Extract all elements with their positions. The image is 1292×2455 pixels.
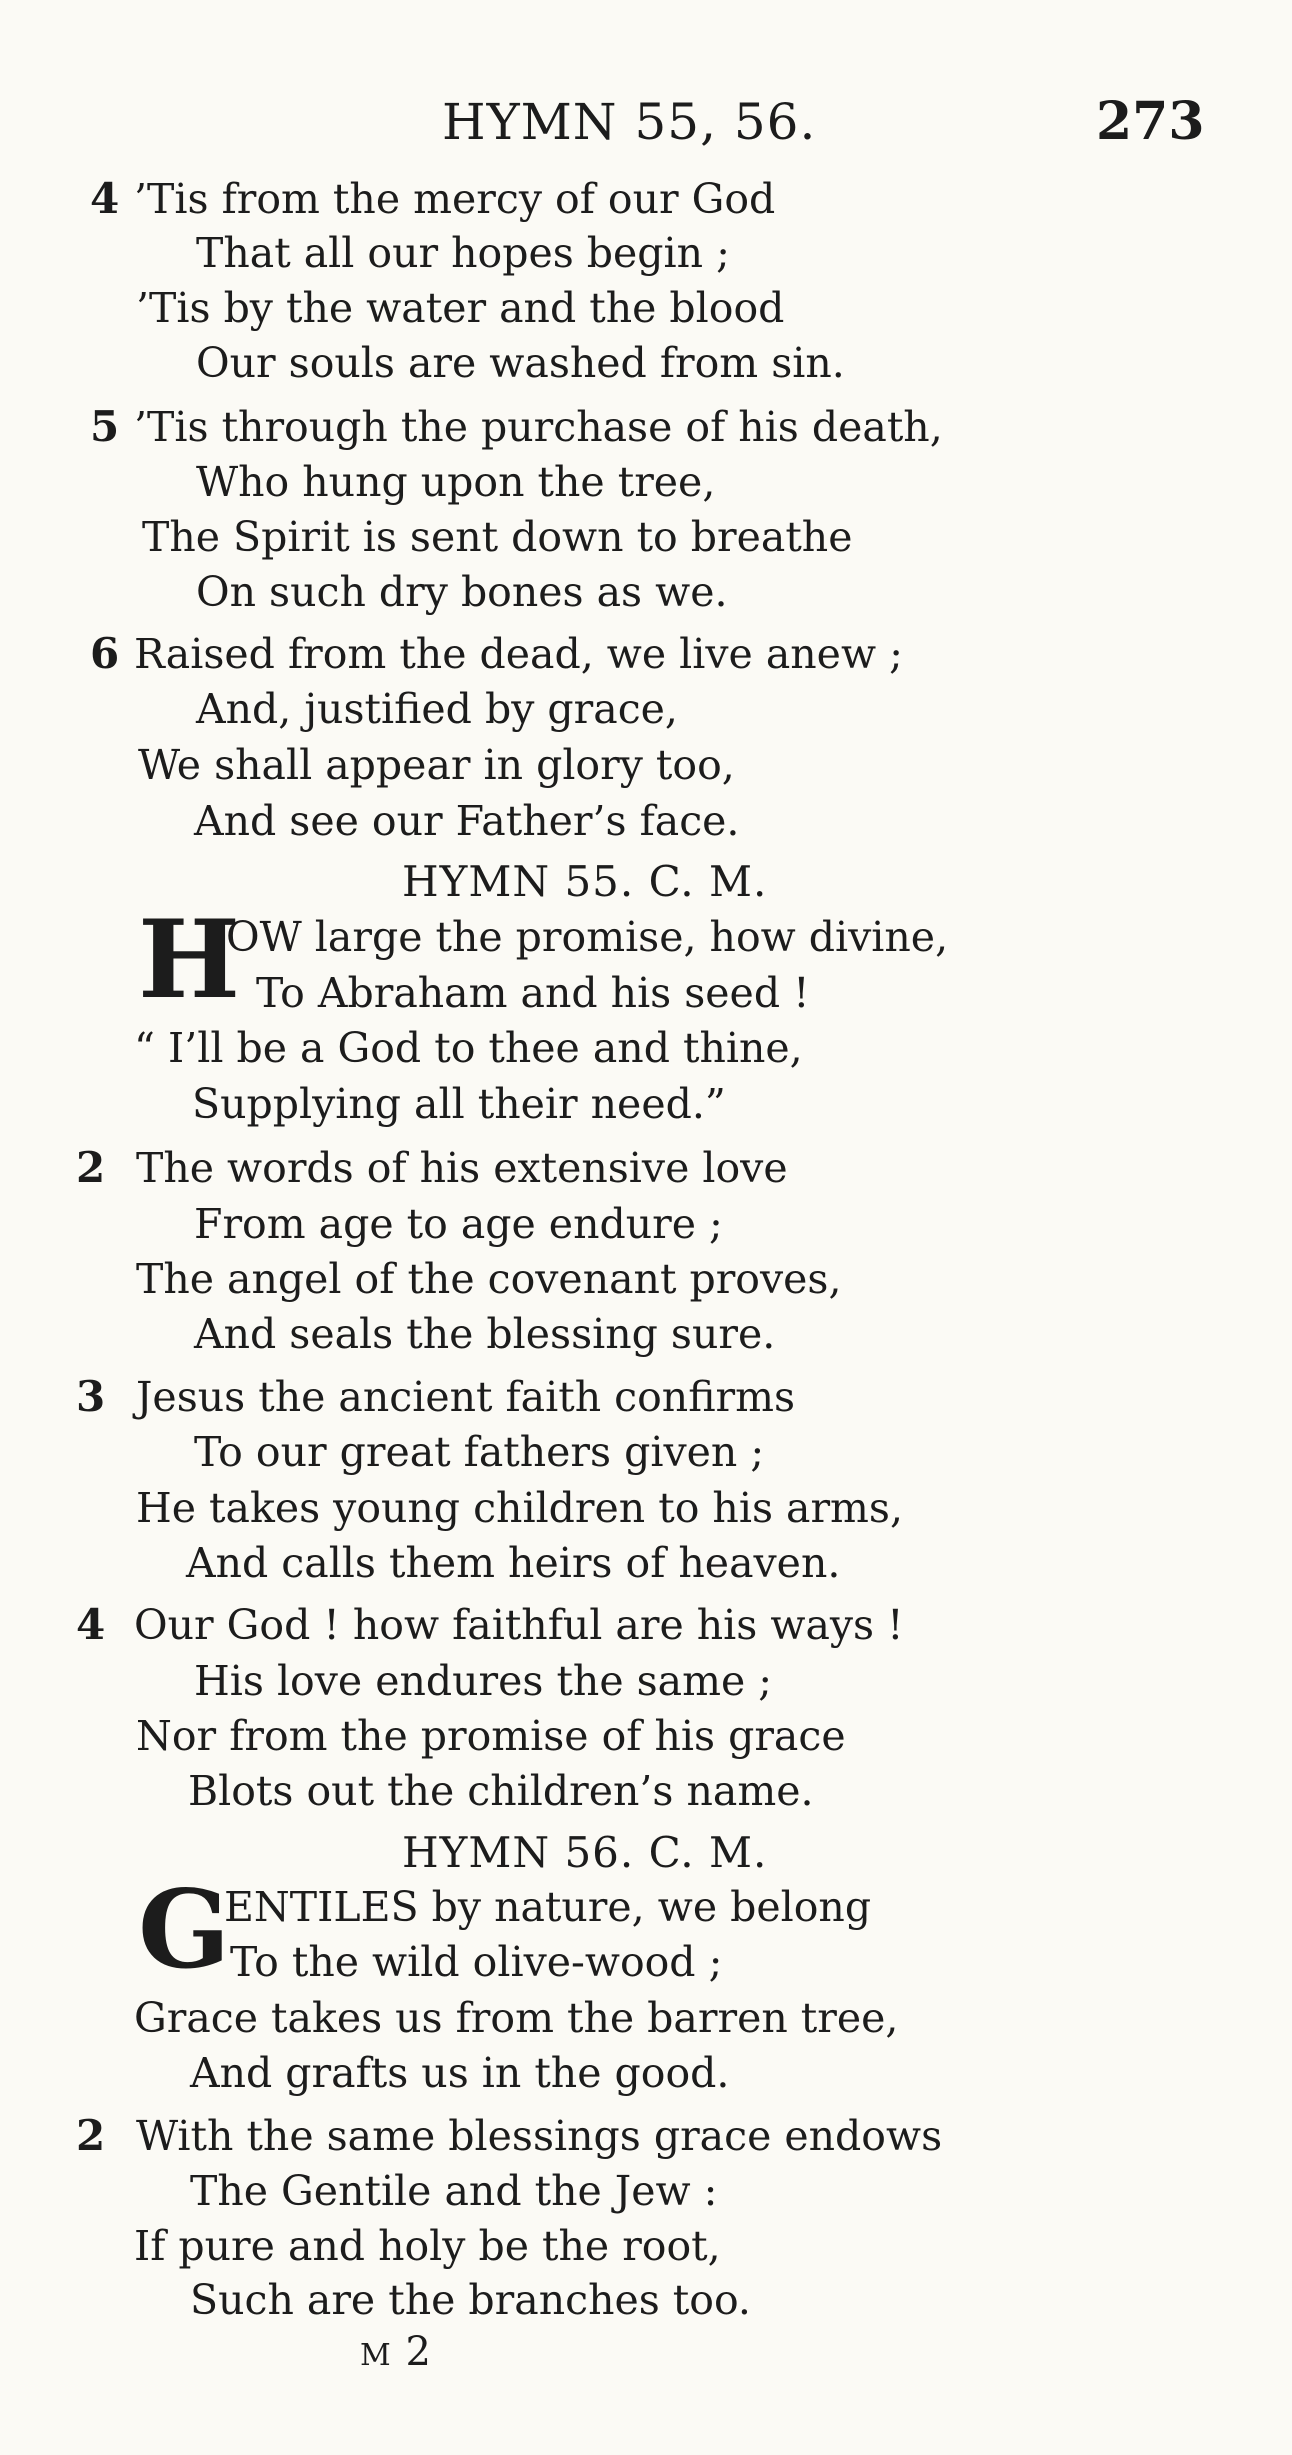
verse-line: Blots out the children’s name. bbox=[188, 1767, 814, 1815]
verse-line: The Gentile and the Jew : bbox=[190, 2167, 718, 2215]
verse-line: On such dry bones as we. bbox=[196, 568, 728, 616]
stanza-number: 6 bbox=[90, 629, 120, 678]
page-number: 273 bbox=[1096, 91, 1205, 152]
stanza-number: 2 bbox=[76, 2111, 106, 2160]
verse-line: We shall appear in glory too, bbox=[138, 741, 735, 789]
verse-line: With the same blessings grace endows bbox=[136, 2112, 943, 2160]
verse-line: To Abraham and his seed ! bbox=[256, 969, 810, 1017]
signature-mark bbox=[360, 2325, 431, 2383]
verse-line: And seals the blessing sure. bbox=[194, 1310, 776, 1358]
verse-line: The words of his extensive love bbox=[136, 1144, 788, 1192]
verse-line: Jesus the ancient faith confirms bbox=[136, 1373, 796, 1421]
verse-line: His love endures the same ; bbox=[194, 1657, 773, 1705]
stanza-number: 4 bbox=[90, 174, 120, 223]
verse-line: OW large the promise, how divine, bbox=[226, 913, 949, 961]
verse-line: “ I’ll be a God to thee and thine, bbox=[134, 1024, 803, 1072]
drop-cap: G bbox=[138, 1867, 231, 1993]
verse-line: Nor from the promise of his grace bbox=[136, 1712, 846, 1760]
verse-line: He takes young children to his arms, bbox=[136, 1484, 904, 1532]
verse-line: Raised from the dead, we live anew ; bbox=[134, 630, 903, 678]
verse-line: Grace takes us from the barren tree, bbox=[134, 1994, 899, 2042]
stanza-number: 5 bbox=[90, 402, 120, 451]
hymn-heading: HYMN 55. C. M. bbox=[402, 857, 768, 906]
verse-line: ’Tis through the purchase of his death, bbox=[134, 403, 943, 451]
verse-line: Such are the branches too. bbox=[190, 2276, 751, 2324]
verse-line: If pure and holy be the root, bbox=[134, 2222, 721, 2270]
stanza-number: 2 bbox=[76, 1143, 106, 1192]
signature-letter: M bbox=[360, 2338, 393, 2373]
verse-line: Supplying all their need.” bbox=[192, 1080, 726, 1128]
verse-line: Who hung upon the tree, bbox=[196, 458, 716, 506]
drop-cap: H bbox=[138, 897, 241, 1023]
verse-line: The Spirit is sent down to breathe bbox=[142, 513, 853, 561]
verse-line: ’Tis by the water and the blood bbox=[136, 284, 785, 332]
verse-line: And, justified by grace, bbox=[196, 685, 678, 733]
verse-line: ENTILES by nature, we belong bbox=[224, 1883, 872, 1931]
verse-line: Our God ! how faithful are his ways ! bbox=[134, 1601, 904, 1649]
verse-line: Our souls are washed from sin. bbox=[196, 339, 845, 387]
verse-line: And calls them heirs of heaven. bbox=[186, 1539, 841, 1587]
stanza-number: 4 bbox=[76, 1600, 106, 1649]
running-head bbox=[0, 92, 1292, 152]
verse-line: From age to age endure ; bbox=[194, 1200, 723, 1248]
verse-line: And see our Father’s face. bbox=[194, 797, 740, 845]
verse-line: That all our hopes begin ; bbox=[196, 229, 730, 277]
running-title: HYMN 55, 56. bbox=[442, 93, 817, 151]
verse-line: ’Tis from the mercy of our God bbox=[134, 175, 776, 223]
stanza-number: 3 bbox=[76, 1372, 106, 1421]
verse-line: To the wild olive-wood ; bbox=[230, 1938, 723, 1986]
signature-number: 2 bbox=[405, 2329, 431, 2375]
verse-line: The angel of the covenant proves, bbox=[136, 1255, 842, 1303]
hymn-heading: HYMN 56. C. M. bbox=[402, 1828, 768, 1877]
verse-line: And grafts us in the good. bbox=[190, 2049, 730, 2097]
verse-line: To our great fathers given ; bbox=[194, 1428, 765, 1476]
